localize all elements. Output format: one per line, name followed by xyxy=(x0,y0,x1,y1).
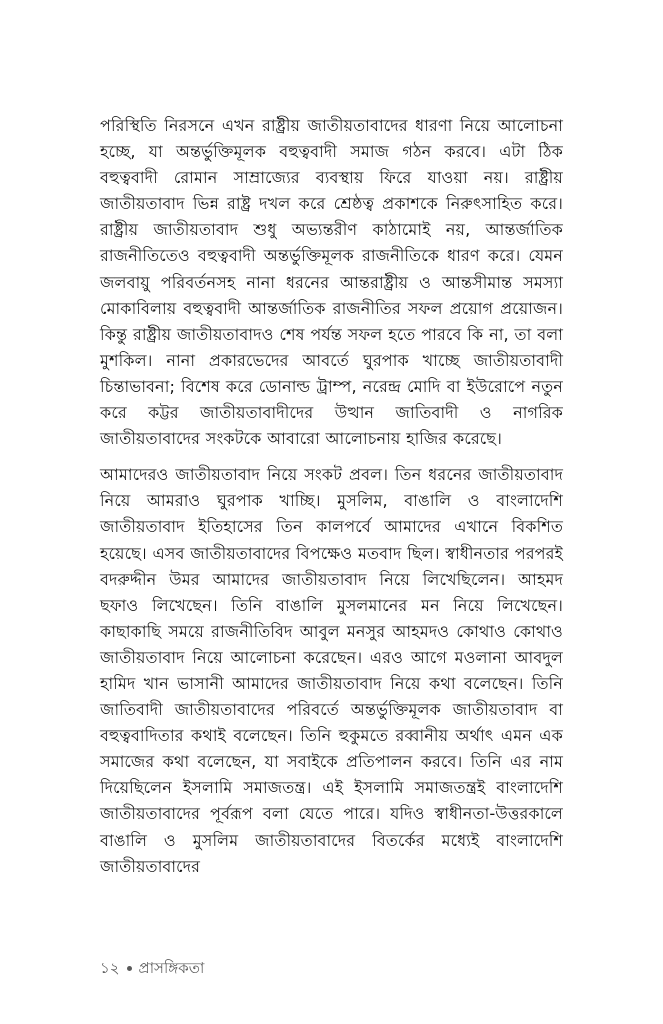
body-paragraph: আমাদেরও জাতীয়তাবাদ নিয়ে সংকট প্রবল। তিন ধরনের জাতীয়তাবাদ নিয়ে আমরাও ঘুরপাক খাচ্ছি। মুসলিম, বাঙালি ও বাংলাদেশি জাতীয়তাবাদ ইতিহাসের তিন কালপর্বে আমাদের এখানে বিকশিত হয়েছে। এসব জাতীয়তাবাদের বিপক্ষেও মতবাদ ছিল। স্বাধীনতার পরপরই বদরুদ্দীন উমর আমাদের জাতীয়তাবাদ নিয়ে লিখেছিলেন। আহমদ ছফাও লিখেছেন। তিনি বাঙালি মুসলমানের মন নিয়ে লিখেছেন। কাছাকাছি সময়ে রাজনীতিবিদ আবুল মনসুর আহমদও কোথাও কোথাও জাতীয়তাবাদ নিয়ে আলোচনা করেছেন। এরও আগে মওলানা আবদুল হামিদ খান ভাসানী আমাদের জাতীয়তাবাদ নিয়ে কথা বলেছেন। তিনি জাতিবাদী জাতীয়তাবাদের পরিবর্তে অন্তর্ভুক্তিমূলক জাতীয়তাবাদ বা বহুত্ববাদিতার কথাই বলেছেন। তিনি হুকুমতে রব্বানীয় অর্থাৎ এমন এক সমাজের কথা বলেছেন, যা সবাইকে প্রতিপালন করবে। তিনি এর নাম দিয়েছিলেন ইসলামি সমাজতন্ত্র। এই ইসলামি সমাজতন্ত্রই বাংলাদেশি জাতীয়তাবাদের পূর্বরূপ বলা যেতে পারে। যদিও স্বাধীনতা-উত্তরকালে বাঙালি ও মুসলিম জাতীয়তাবাদের বিতর্কের মধ্যেই বাংলাদেশি জাতীয়তাবাদের xyxy=(100,465,563,876)
footer-section-name: প্রাসঙ্গিকতা xyxy=(138,959,205,977)
body-text-column xyxy=(100,113,563,906)
bullet-dot-icon xyxy=(127,966,132,971)
body-paragraph: পরিস্থিতি নিরসনে এখন রাষ্ট্রীয় জাতীয়তাবাদের ধারণা নিয়ে আলোচনা হচ্ছে, যা অন্তর্ভুক্তিমূলক বহুত্ববাদী সমাজ গঠন করবে। এটা ঠিক বহুত্ববাদী রোমান সাম্রাজ্যের ব্যবস্থায় ফিরে যাওয়া নয়। রাষ্ট্রীয় জাতীয়তাবাদ ভিন্ন রাষ্ট্র দখল করে শ্রেষ্ঠত্ব প্রকাশকে নিরুৎসাহিত করে। রাষ্ট্রীয় জাতীয়তাবাদ শুধু অভ্যন্তরীণ কাঠামোই নয়, আন্তর্জাতিক রাজনীতিতেও বহুত্ববাদী অন্তর্ভুক্তিমূলক রাজনীতিকে ধারণ করে। যেমন জলবায়ু পরিবর্তনসহ নানা ধরনের আন্তরাষ্ট্রীয় ও আন্তসীমান্ত সমস্যা মোকাবিলায় বহুত্ববাদী আন্তর্জাতিক রাজনীতির সফল প্রয়োগ প্রয়োজন। কিন্তু রাষ্ট্রীয় জাতীয়তাবাদও শেষ পর্যন্ত সফল হতে পারবে কি না, তা বলা মুশকিল। নানা প্রকারভেদের আবর্তে ঘুরপাক খাচ্ছে জাতীয়তাবাদী চিন্তাভাবনা; বিশেষ করে ডোনাল্ড ট্রাম্প, নরেন্দ্র মোদি বা ইউরোপে নতুন করে কট্টর জাতীয়তাবাদীদের উত্থান জাতিবাদী ও নাগরিক জাতীয়তাবাদের সংকটকে আবারো আলোচনায় হাজির করেছে। xyxy=(100,116,563,449)
page-footer xyxy=(100,958,563,978)
page-number: ১২ xyxy=(100,959,120,977)
